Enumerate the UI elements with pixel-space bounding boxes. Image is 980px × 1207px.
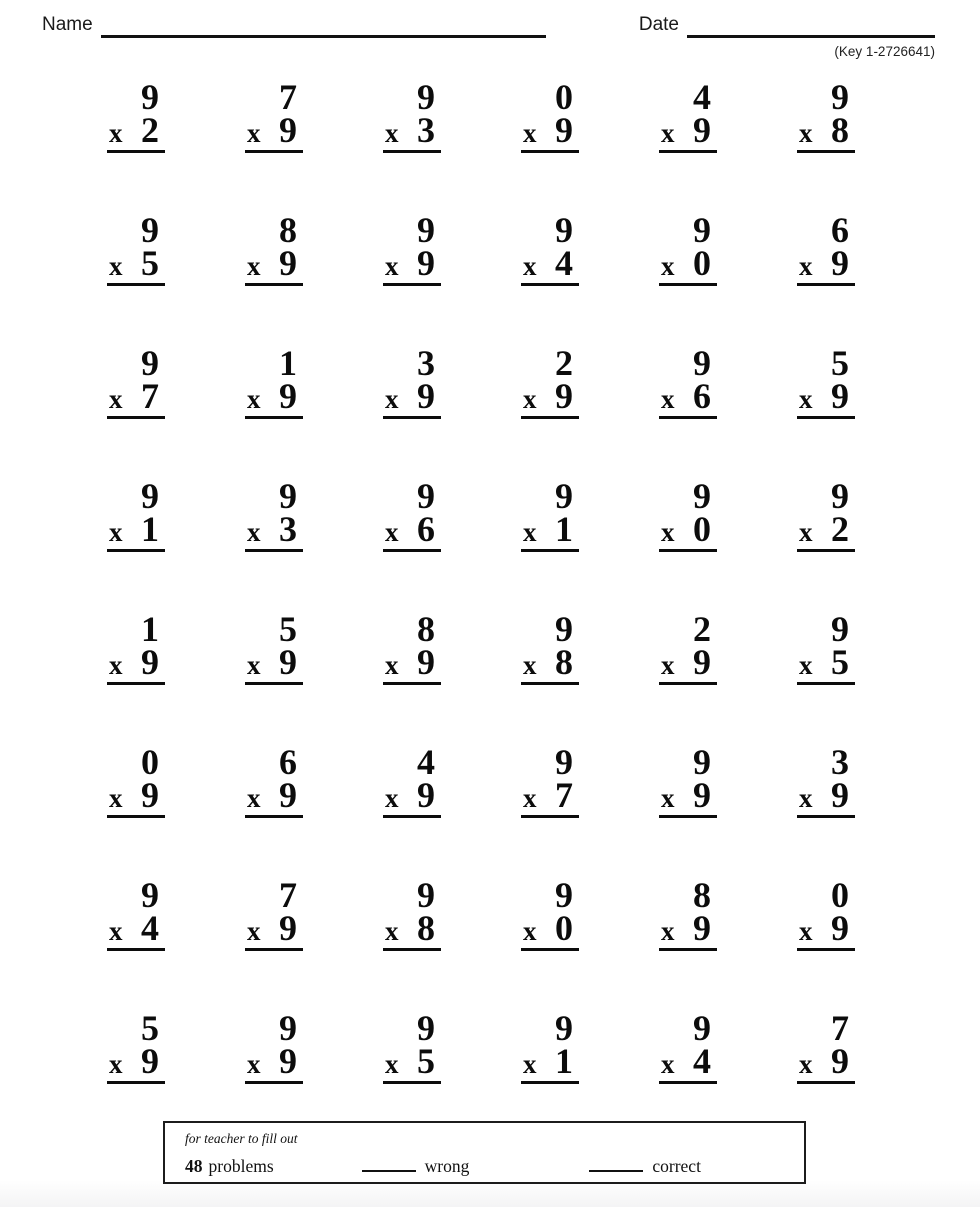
top-operand: 1	[279, 343, 297, 383]
bottom-row	[521, 243, 579, 283]
multiplication-problem	[659, 742, 717, 818]
multiplication-problem	[797, 77, 855, 153]
multiplication-problem	[383, 742, 441, 818]
multiply-sign: x	[247, 916, 261, 946]
top-operand: 5	[141, 1008, 159, 1048]
top-operand: 9	[555, 742, 573, 782]
bottom-operand: 9	[279, 243, 297, 283]
bottom-operand: 9	[279, 642, 297, 682]
problems-label: problems	[208, 1156, 274, 1176]
multiply-sign: x	[247, 118, 261, 148]
multiply-sign: x	[523, 517, 537, 547]
bottom-row	[797, 376, 855, 416]
top-operand: 0	[141, 742, 159, 782]
top-operand: 9	[417, 1008, 435, 1048]
worksheet-key-text: (Key 1-2726641)	[834, 44, 935, 59]
multiply-sign: x	[385, 1049, 399, 1079]
bottom-row	[383, 1041, 441, 1081]
problems-grid	[107, 77, 980, 1084]
bottom-row	[245, 509, 303, 549]
bottom-row	[659, 243, 717, 283]
bottom-operand: 1	[555, 509, 573, 549]
top-operand: 0	[831, 875, 849, 915]
top-operand: 5	[831, 343, 849, 383]
multiplication-problem	[797, 875, 855, 951]
top-operand: 9	[831, 77, 849, 117]
multiply-sign: x	[247, 251, 261, 281]
multiply-sign: x	[661, 1049, 675, 1079]
top-operand: 8	[417, 609, 435, 649]
multiply-sign: x	[385, 384, 399, 414]
multiplication-problem	[797, 476, 855, 552]
name-label: Name	[42, 14, 93, 35]
top-operand: 9	[693, 343, 711, 383]
bottom-operand: 4	[555, 243, 573, 283]
bottom-row	[383, 509, 441, 549]
bottom-row	[797, 775, 855, 815]
bottom-operand: 9	[417, 243, 435, 283]
top-operand: 9	[141, 210, 159, 250]
multiplication-problem	[659, 609, 717, 685]
top-operand: 9	[141, 875, 159, 915]
top-operand: 9	[831, 476, 849, 516]
bottom-operand: 6	[693, 376, 711, 416]
bottom-row	[107, 376, 165, 416]
bottom-operand: 1	[555, 1041, 573, 1081]
bottom-row	[107, 110, 165, 150]
top-operand: 9	[279, 1008, 297, 1048]
bottom-row	[521, 908, 579, 948]
multiply-sign: x	[661, 118, 675, 148]
bottom-operand: 9	[279, 908, 297, 948]
bottom-row	[107, 908, 165, 948]
bottom-row	[659, 1041, 717, 1081]
bottom-row	[245, 243, 303, 283]
correct-fill-line[interactable]	[589, 1159, 643, 1172]
bottom-operand: 7	[555, 775, 573, 815]
problem-count: 48	[185, 1156, 203, 1176]
top-operand: 6	[279, 742, 297, 782]
bottom-operand: 7	[141, 376, 159, 416]
top-operand: 9	[417, 476, 435, 516]
bottom-row	[107, 1041, 165, 1081]
multiply-sign: x	[109, 783, 123, 813]
multiplication-problem	[107, 1008, 165, 1084]
multiply-sign: x	[247, 783, 261, 813]
teacher-score-box	[163, 1121, 806, 1184]
multiplication-problem	[245, 609, 303, 685]
multiplication-problem	[659, 77, 717, 153]
bottom-operand: 5	[417, 1041, 435, 1081]
date-label: Date	[638, 14, 679, 35]
bottom-row	[383, 110, 441, 150]
multiply-sign: x	[247, 384, 261, 414]
multiplication-problem	[521, 77, 579, 153]
multiplication-problem	[797, 609, 855, 685]
wrong-label: wrong	[424, 1156, 470, 1176]
multiply-sign: x	[109, 650, 123, 680]
multiplication-problem	[245, 1008, 303, 1084]
multiplication-problem	[383, 343, 441, 419]
multiply-sign: x	[385, 650, 399, 680]
multiply-sign: x	[385, 783, 399, 813]
bottom-row	[659, 642, 717, 682]
top-operand: 8	[693, 875, 711, 915]
multiplication-problem	[107, 77, 165, 153]
bottom-operand: 9	[831, 243, 849, 283]
multiplication-problem	[107, 742, 165, 818]
top-operand: 9	[279, 476, 297, 516]
bottom-operand: 9	[141, 642, 159, 682]
top-operand: 2	[555, 343, 573, 383]
multiply-sign: x	[109, 1049, 123, 1079]
top-operand: 9	[555, 609, 573, 649]
score-row	[185, 1156, 804, 1177]
multiply-sign: x	[247, 517, 261, 547]
multiply-sign: x	[109, 384, 123, 414]
multiply-sign: x	[385, 916, 399, 946]
multiply-sign: x	[247, 650, 261, 680]
multiply-sign: x	[799, 916, 813, 946]
top-operand: 9	[693, 476, 711, 516]
bottom-operand: 5	[831, 642, 849, 682]
bottom-row	[521, 642, 579, 682]
bottom-operand: 0	[693, 509, 711, 549]
bottom-operand: 9	[417, 376, 435, 416]
multiply-sign: x	[523, 1049, 537, 1079]
top-operand: 7	[279, 77, 297, 117]
bottom-row	[383, 642, 441, 682]
multiply-sign: x	[523, 650, 537, 680]
multiplication-problem	[521, 609, 579, 685]
bottom-row	[797, 1041, 855, 1081]
header	[0, 0, 980, 38]
bottom-row	[107, 509, 165, 549]
bottom-row	[383, 908, 441, 948]
multiplication-problem	[107, 476, 165, 552]
bottom-operand: 9	[417, 642, 435, 682]
top-operand: 0	[555, 77, 573, 117]
teacher-note: for teacher to fill out	[185, 1131, 298, 1146]
multiply-sign: x	[109, 118, 123, 148]
top-operand: 9	[555, 476, 573, 516]
bottom-operand: 9	[693, 908, 711, 948]
bottom-operand: 6	[417, 509, 435, 549]
bottom-row	[521, 775, 579, 815]
multiplication-problem	[797, 742, 855, 818]
name-field	[42, 14, 546, 38]
multiply-sign: x	[523, 118, 537, 148]
top-operand: 7	[279, 875, 297, 915]
multiply-sign: x	[109, 251, 123, 281]
multiply-sign: x	[661, 783, 675, 813]
bottom-operand: 9	[693, 110, 711, 150]
top-operand: 9	[555, 1008, 573, 1048]
bottom-operand: 9	[279, 775, 297, 815]
top-operand: 9	[693, 1008, 711, 1048]
bottom-operand: 9	[555, 376, 573, 416]
top-operand: 3	[417, 343, 435, 383]
multiplication-problem	[107, 343, 165, 419]
bottom-operand: 9	[141, 1041, 159, 1081]
bottom-operand: 9	[555, 110, 573, 150]
multiply-sign: x	[661, 251, 675, 281]
bottom-row	[245, 775, 303, 815]
bottom-row	[797, 908, 855, 948]
multiply-sign: x	[799, 517, 813, 547]
bottom-row	[383, 775, 441, 815]
multiply-sign: x	[661, 916, 675, 946]
multiplication-problem	[521, 210, 579, 286]
bottom-operand: 9	[831, 1041, 849, 1081]
multiplication-problem	[107, 875, 165, 951]
top-operand: 2	[693, 609, 711, 649]
multiplication-problem	[659, 1008, 717, 1084]
top-operand: 4	[417, 742, 435, 782]
name-fill-line[interactable]	[101, 18, 546, 38]
multiply-sign: x	[799, 384, 813, 414]
bottom-operand: 5	[141, 243, 159, 283]
bottom-row	[521, 110, 579, 150]
bottom-operand: 8	[555, 642, 573, 682]
top-operand: 9	[141, 343, 159, 383]
bottom-operand: 8	[831, 110, 849, 150]
multiplication-problem	[521, 343, 579, 419]
multiplication-problem	[383, 476, 441, 552]
multiplication-problem	[797, 210, 855, 286]
multiply-sign: x	[799, 650, 813, 680]
bottom-operand: 9	[279, 110, 297, 150]
bottom-operand: 8	[417, 908, 435, 948]
bottom-row	[107, 775, 165, 815]
bottom-operand: 2	[831, 509, 849, 549]
bottom-row	[797, 243, 855, 283]
bottom-row	[659, 775, 717, 815]
bottom-operand: 9	[279, 376, 297, 416]
top-operand: 9	[555, 875, 573, 915]
multiplication-problem	[659, 210, 717, 286]
bottom-operand: 3	[417, 110, 435, 150]
top-operand: 9	[555, 210, 573, 250]
bottom-row	[245, 1041, 303, 1081]
multiplication-problem	[521, 875, 579, 951]
multiplication-problem	[245, 77, 303, 153]
multiplication-problem	[107, 210, 165, 286]
multiplication-problem	[245, 210, 303, 286]
wrong-fill-line[interactable]	[362, 1159, 416, 1172]
top-operand: 7	[831, 1008, 849, 1048]
top-operand: 5	[279, 609, 297, 649]
top-operand: 3	[831, 742, 849, 782]
multiply-sign: x	[799, 1049, 813, 1079]
multiply-sign: x	[523, 783, 537, 813]
top-operand: 9	[417, 210, 435, 250]
bottom-row	[245, 110, 303, 150]
multiplication-problem	[245, 875, 303, 951]
bottom-operand: 2	[141, 110, 159, 150]
bottom-row	[797, 509, 855, 549]
top-operand: 9	[141, 77, 159, 117]
multiplication-problem	[245, 476, 303, 552]
multiply-sign: x	[385, 251, 399, 281]
bottom-operand: 9	[831, 376, 849, 416]
multiply-sign: x	[799, 783, 813, 813]
multiply-sign: x	[385, 517, 399, 547]
bottom-operand: 9	[693, 775, 711, 815]
bottom-operand: 4	[693, 1041, 711, 1081]
multiply-sign: x	[799, 118, 813, 148]
bottom-row	[521, 1041, 579, 1081]
multiplication-problem	[383, 210, 441, 286]
top-operand: 6	[831, 210, 849, 250]
multiplication-problem	[521, 476, 579, 552]
multiplication-problem	[383, 1008, 441, 1084]
bottom-operand: 9	[831, 775, 849, 815]
correct-label: correct	[652, 1156, 701, 1176]
top-operand: 1	[141, 609, 159, 649]
bottom-row	[383, 376, 441, 416]
multiplication-problem	[383, 609, 441, 685]
bottom-row	[245, 642, 303, 682]
multiplication-problem	[797, 343, 855, 419]
multiply-sign: x	[109, 916, 123, 946]
multiply-sign: x	[109, 517, 123, 547]
bottom-row	[659, 908, 717, 948]
bottom-operand: 9	[417, 775, 435, 815]
bottom-row	[107, 642, 165, 682]
multiplication-problem	[659, 343, 717, 419]
bottom-operand: 0	[693, 243, 711, 283]
multiplication-problem	[659, 476, 717, 552]
multiplication-problem	[521, 1008, 579, 1084]
bottom-operand: 4	[141, 908, 159, 948]
bottom-row	[797, 642, 855, 682]
multiplication-problem	[245, 742, 303, 818]
date-fill-line[interactable]	[687, 18, 935, 38]
bottom-row	[383, 243, 441, 283]
bottom-operand: 0	[555, 908, 573, 948]
bottom-row	[797, 110, 855, 150]
multiply-sign: x	[661, 517, 675, 547]
bottom-row	[521, 509, 579, 549]
top-operand: 9	[417, 77, 435, 117]
top-operand: 4	[693, 77, 711, 117]
bottom-operand: 9	[831, 908, 849, 948]
bottom-row	[107, 243, 165, 283]
top-operand: 9	[831, 609, 849, 649]
bottom-operand: 1	[141, 509, 159, 549]
multiply-sign: x	[385, 118, 399, 148]
multiplication-problem	[383, 875, 441, 951]
multiply-sign: x	[799, 251, 813, 281]
multiply-sign: x	[661, 650, 675, 680]
multiplication-problem	[245, 343, 303, 419]
top-operand: 9	[693, 742, 711, 782]
multiply-sign: x	[247, 1049, 261, 1079]
multiplication-problem	[659, 875, 717, 951]
multiplication-problem	[797, 1008, 855, 1084]
bottom-operand: 9	[693, 642, 711, 682]
bottom-row	[521, 376, 579, 416]
multiply-sign: x	[661, 384, 675, 414]
multiplication-problem	[107, 609, 165, 685]
multiplication-problem	[383, 77, 441, 153]
bottom-row	[659, 110, 717, 150]
multiply-sign: x	[523, 251, 537, 281]
bottom-row	[659, 509, 717, 549]
multiplication-problem	[521, 742, 579, 818]
bottom-operand: 3	[279, 509, 297, 549]
top-operand: 9	[417, 875, 435, 915]
multiply-sign: x	[523, 384, 537, 414]
bottom-row	[659, 376, 717, 416]
date-field	[639, 14, 935, 38]
top-operand: 9	[141, 476, 159, 516]
bottom-operand: 9	[141, 775, 159, 815]
bottom-operand: 9	[279, 1041, 297, 1081]
top-operand: 8	[279, 210, 297, 250]
bottom-row	[245, 908, 303, 948]
multiply-sign: x	[523, 916, 537, 946]
top-operand: 9	[693, 210, 711, 250]
bottom-row	[245, 376, 303, 416]
